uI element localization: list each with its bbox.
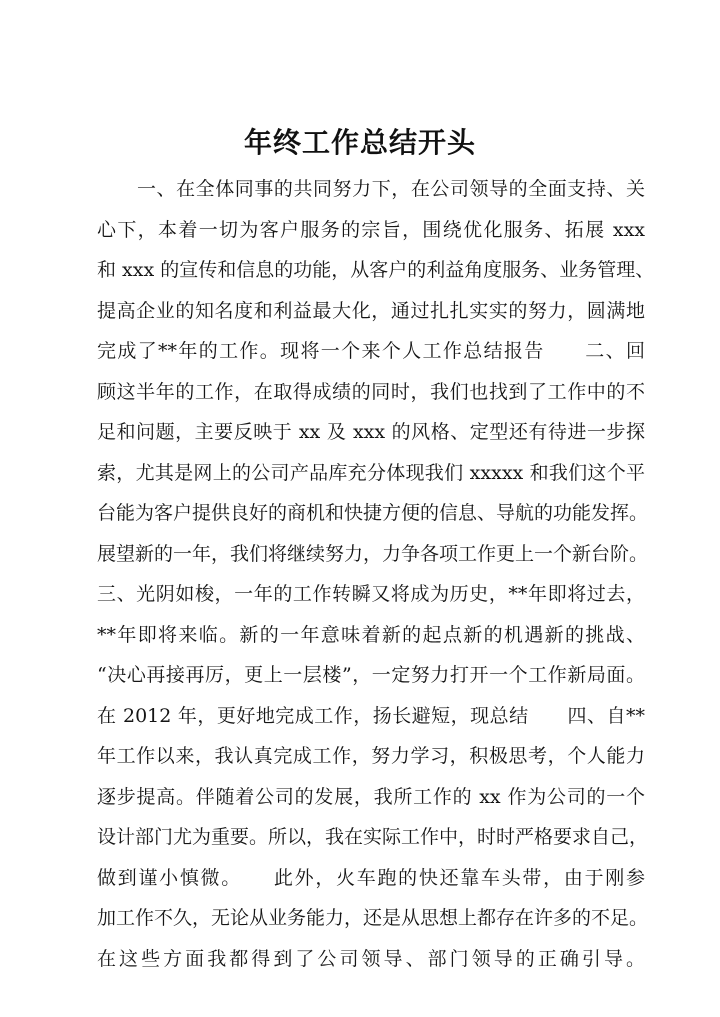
body-line: 索，尤其是网上的公司产品库充分体现我们 xxxxx 和我们这个平 <box>97 461 645 484</box>
document-body <box>97 173 655 983</box>
body-line: 逐步提高。伴随着公司的发展，我所工作的 xx 作为公司的一个 <box>97 785 645 808</box>
body-line: 三、光阴如梭，一年的工作转瞬又将成为历史，**年即将过去， <box>97 583 645 605</box>
body-line: 提高企业的知名度和利益最大化，通过扎扎实实的努力，圆满地 <box>97 299 645 322</box>
body-line: “决心再接再厉，更上一层楼”，一定努力打开一个工作新局面。 <box>97 664 645 686</box>
body-line: 年工作以来，我认真完成工作，努力学习，积极思考，个人能力 <box>97 745 645 767</box>
body-line: 和 xxx 的宣传和信息的功能，从客户的利益角度服务、业务管理、 <box>97 259 655 281</box>
body-line: 心下，本着一切为客户服务的宗旨，围绕优化服务、拓展 xxx <box>97 218 645 241</box>
body-line: 顾这半年的工作，在取得成绩的同时，我们也找到了工作中的不 <box>97 380 645 403</box>
body-line: 台能为客户提供良好的商机和快捷方便的信息、导航的功能发挥。 <box>97 502 649 524</box>
body-line: 展望新的一年，我们将继续努力，力争各项工作更上一个新台阶。 <box>97 542 649 565</box>
body-line: **年即将来临。新的一年意味着新的起点新的机遇新的挑战、 <box>97 623 645 646</box>
body-line: 做到谨小慎微。 此外，火车跑的快还靠车头带，由于刚参 <box>97 866 645 889</box>
body-line: 完成了**年的工作。现将一个来个人工作总结报告 二、回 <box>97 340 645 362</box>
body-line: 在 2012 年，更好地完成工作，扬长避短，现总结 四、自** <box>97 704 645 727</box>
body-line: 加工作不久，无论从业务能力，还是从思想上都存在许多的不足。 <box>97 907 649 929</box>
body-line: 足和问题，主要反映于 xx 及 xxx 的风格、定型还有待进一步探 <box>97 421 645 443</box>
body-line: 一、在全体同事的共同努力下，在公司领导的全面支持、关 <box>137 178 645 200</box>
body-line: 设计部门尤为重要。所以，我在实际工作中，时时严格要求自己， <box>97 826 649 848</box>
body-line: 在这些方面我都得到了公司领导、部门领导的正确引导。 <box>97 947 645 970</box>
document-title: 年终工作总结开头 <box>243 126 476 159</box>
